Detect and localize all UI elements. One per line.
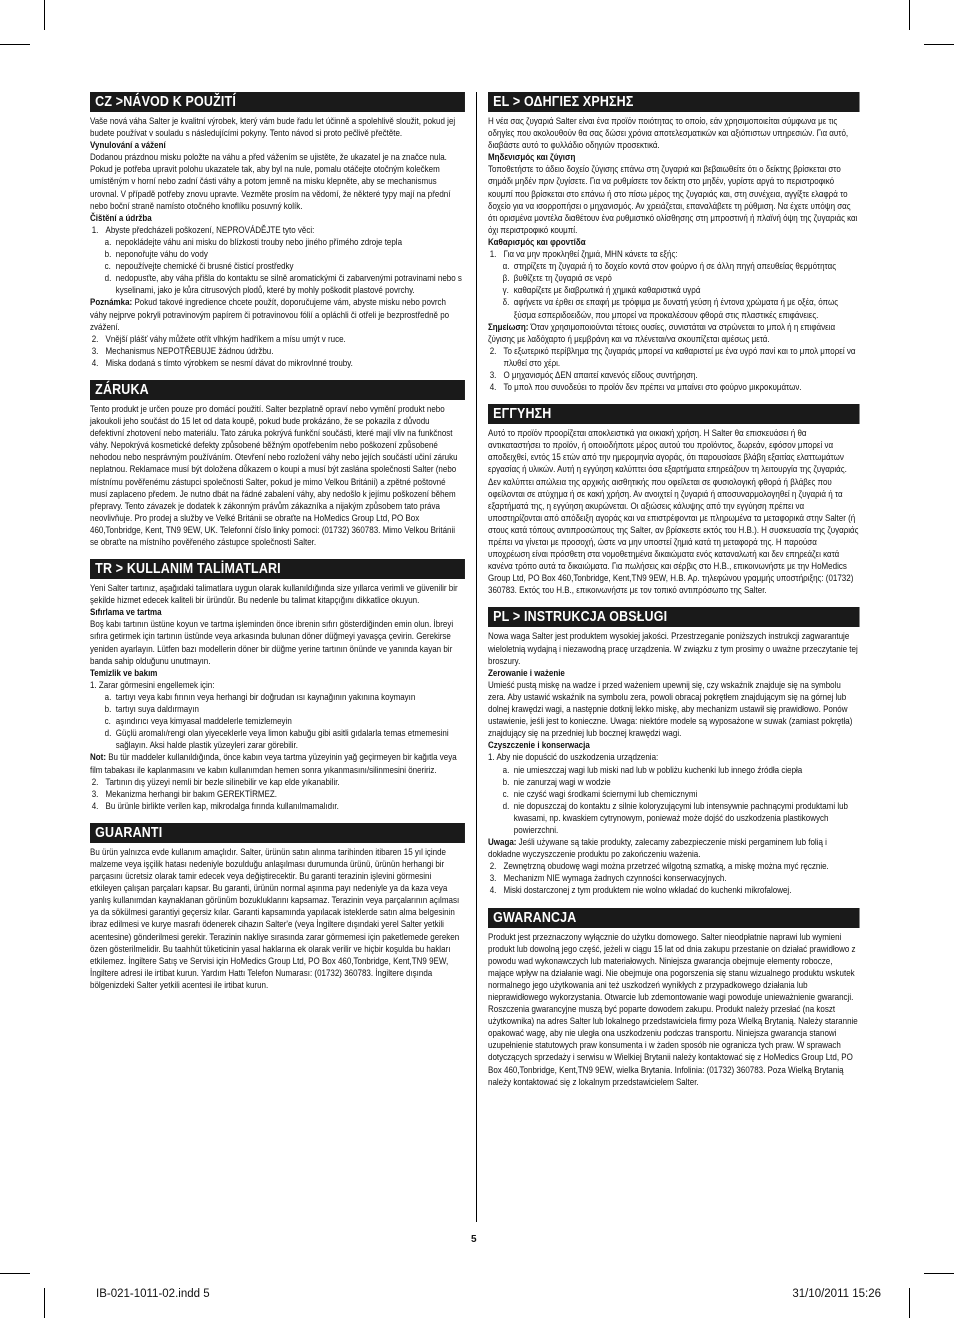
footer-filename: IB-021-1011-02.indd 5 [96,1288,210,1300]
section-heading: GUARANTI [90,823,465,843]
list-item: 4. Bu ürünle birlikte verilen kap, mikrodalga fırında kullanılmamalıdır. [91,800,339,811]
intro-text: Yeni Salter tartınız, aşağıdaki talimatlara uygun olarak kullanıldığında size yıllarca verimli ve güvenilir bir şekilde hizmet edecek kaliteli bir üründür. Bu nedenle bu talimat kitapçığını dikkatlice okuyun. [90,583,458,606]
list-item: 4. Miska dodaná s tímto výrobkem se nesmí dávat do mikrovlnné trouby. [91,357,353,368]
list-item: a. tartıyı veya kabı fırının veya herhangi bir doğrudan ısı kaynağının yakınına koymayın [104,691,416,702]
crop-mark [909,0,910,30]
subheading: Temizlik ve bakım [90,667,158,678]
left-column [90,92,465,1002]
note-text: Uwaga: Jeśli używane są takie produkty, zalecamy zabezpieczenie miski pergaminem lub folią i dokładne wyczyszczenie produktu po zakończeniu ważenia. [488,837,827,860]
zero-text: Τοποθετήστε το άδειο δοχείο ζύγισης επάνω στη ζυγαριά και βεβαιωθείτε ότι ο δείκτης βρίσκεται στο σημάδι μηδέν πριν ζυγίσετε. Για να ρυθμίσετε τον δείκτη στο μηδέν, γυρίστε αργά το περιστροφικό κουμπί που βρίσκεται στο επάνω ή στο πίσω μέρος της ζυγαριάς και, στη συνέχεια, αγγίξτε ελαφρά το δοχείο για να ισορροπήσει ο μηχανισμός. Αν χρειάζεται, επαναλάβετε τη ρύθμιση. Να έχετε υπόψη σας ότι ορισμένα μοντέλα διαθέτουν ένα ρυθμιστικό ολίσθησης στη μπροστινή ή πλαϊνή όψη της ζυγαριάς και όχι περιστροφικό κουμπί. [488,164,858,235]
list-item: c. nepoužívejte chemické či brusné čisticí prostředky [104,261,294,272]
warranty-text: Αυτό το προϊόν προορίζεται αποκλειστικά για οικιακή χρήση. Η Salter θα επισκευάσει ή θα αντικαταστήσει το προϊόν, ή οποιοδήποτε μέρος αυτού του προϊόντος, δωρεάν, εφόσον μπορεί να αποδειχθεί, εντός 15 ετών από την ημερομηνία αγοράς, ότι παρουσίασε βλάβη εξαιτίας ελαττωμάτων εργασίας ή υλικών. Αυτή η εγγύηση καλύπτει όσα εξαρτήματα επηρεάζουν τη λειτουργία της ζυγαριάς. Δεν καλύπτει απώλεια της αρχικής αισθητικής που οφείλεται σε φυσιολογική φθορά ή βλάβες που οφείλονται σε ατύχημα ή σε κακή χρήση. Αν ανοιχτεί η ζυγαριά ή αποσυναρμολογηθεί η ζυγαριά ή τα εξαρτήματά της, η εγγύηση ακυρώνεται. Οι αξιώσεις κάλυψης από την εγγύηση πρέπει να υποστηρίζονται από απόδειξη αγοράς και να επιστρέφονται με πληρωμένα τα μεταφορικά στην Salter (ή στους κατά τόπους αντιπροσώπους της Salter, αν βρίσκεστε εκτός του Η.Β.). Η συσκευασία της ζυγαριάς πρέπει να γίνεται με προσοχή, ώστε να μην υποστεί ζημιά κατά τη μεταφορά της. Η παρούσα υποχρέωση είναι πρόσθετη στα νομοθετημένα δικαιώματα ενός καταναλωτή και δεν επηρεάζει κατά κανένα τρόπο αυτά τα δικαιώματα. Για πωλήσεις και σέρβις στο Η.Β., επικοινωνήστε με την HoMedics Group Ltd, PO Box 460,Tonbridge, Kent,TN9 9EW, Η.Β. Αρ. τηλεφώνου γραμμής υποστήριξης: (01732) 360783. Εκτός του Η.Β., επικοινωνήστε με τον τοπικό αντιπρόσωπο της Salter. [488,428,859,596]
list-item: 1. Zarar görmesini engellemek için: [90,679,215,690]
zero-text: Boş kabı tartının üstüne koyun ve tartma işleminden önce ibrenin sıfırı gösterdiğinden emin olun. İbreyi sıfıra getirmek için tartının üstünde veya arkasında bulunan döner düğmeyi yavaşça çevirin. Gerekirse yeniden ayarlayın. Lütfen bazı modellerin döner bir düğme yerine tartının önünde ve yanında kayan bir banda sahip olduğunu unutmayın. [90,619,454,666]
page-number: 5 [471,1234,477,1245]
section-heading: ΕΓΓΥΗΣΗ [488,404,860,424]
intro-text: Vaše nová váha Salter je kvalitní výrobek, který vám bude řadu let účinně a spolehlivě sloužit, pokud jej budete používat v souladu s následujícími pokyny. Tento návod si proto pečlivě přečtěte. [90,116,456,139]
tr-instructions-section [90,559,465,812]
list-item: 2. Το εξωτερικό περίβλημα της ζυγαριάς μπορεί να καθαριστεί με ένα υγρό πανί και το μπολ μπορεί να πλυθεί στο χέρι. [489,345,856,368]
subheading: Καθαρισμός και φροντίδα [488,236,586,247]
list-item: 2. Zewnętrzną obudowę wagi można przetrzeć wilgotną szmatką, a miskę można myć ręcznie. [489,861,829,872]
list-item: 2. Tartının dış yüzeyi nemli bir bezle silinebilir ve kap elde yıkanabilir. [91,776,340,787]
subheading: Čištění a údržba [90,212,152,223]
warranty-text: Produkt jest przeznaczony wyłącznie do użytku domowego. Salter nieodpłatnie naprawi lub wymieni produkt lub dowolną jego część, jeżeli w ciągu 15 lat od dnia zakupu przestanie on działać prawidłowo z powodu wad wykonawczych lub materiałowych. Niniejsza gwarancja obejmuje elementy robocze, mające wpływ na działanie wagi. Nie obejmuje ona pogorszenia się stanu wizualnego produktu wskutek normalnego jego użytkowania ani też uszkodzeń wynikłych z przypadkowego działania lub nieprawidłowego wykorzystania. Otwarcie lub zdemontowanie wagi powoduje unieważnienie gwarancji. Roszczenia gwarancyjne muszą być poparte dowodem zakupu. Produkt należy przesłać (na koszt użytkownika) na adres Salter lub lokalnego przedstawiciela firmy poza Wielką Brytanią. Należy starannie opakować wagę, aby nie uległa ona uszkodzeniu podczas transportu. Niniejsza gwarancja stanowi uzupełnienie statutowych praw konsumenta i w żaden sposób nie ogranicza tych praw. W sprawach dotyczących sprzedaży i serwisu w Wielkiej Brytanii należy kontaktować się z HoMedics Group Ltd, PO Box 460,Tonbridge, Kent,TN9 9EW, wielka Brytania. Infolinia: (01732) 360783. Poza Wielką Brytanią należy kontaktować się z lokalnym przedstawicielem Salter. [488,931,858,1087]
list-item: 4. Το μπολ που συνοδεύει το προϊόν δεν πρέπει να μπαίνει στο φούρνο μικροκυμάτων. [489,382,802,393]
crop-mark [924,44,954,45]
el-warranty-section [488,404,860,596]
column-rule [476,92,477,1222]
list-item: 1. Για να μην προκληθεί ζημιά, ΜΗΝ κάνετε τα εξής: [489,249,678,260]
subheading: Vynulování a vážení [90,140,166,151]
list-item: b. tartıyı suya daldırmayın [104,704,199,715]
list-item: 3. Ο μηχανισμός ΔΕΝ απαιτεί κανενός είδους συντήρηση. [489,369,698,380]
cz-instructions-section [90,92,465,369]
crop-mark [0,1273,30,1274]
section-heading: CZ >NÁVOD K POUŽITÍ [90,92,465,112]
pl-warranty-section [488,908,860,1088]
section-heading: GWARANCJA [488,908,860,928]
crop-mark [44,1288,45,1318]
list-item: α. στηρίζετε τη ζυγαριά ή το δοχείο κοντά στον φούρνο ή σε άλλη πηγή απευθείας θερμότητας [502,261,837,272]
note-text: Poznámka: Pokud takové ingredience chcete použít, doporučujeme vám, abyste misku nebo povrch váhy nejprve pokryli potravinovým papírem či potravinovou fólií a opláchli či otřeli je bezprostředně po zvážení. [90,297,450,332]
list-item: c. nie czyść wagi środkami ściernymi lub chemicznymi [502,788,698,799]
el-instructions-section [488,92,860,393]
list-item: a. nepokládejte váhu ani misku do blízkosti trouby nebo jiného přímého zdroje tepla [104,236,403,247]
subheading: Sıfırlama ve tartma [90,607,162,618]
list-item: 1. Abyste předcházeli poškození, NEPROVÁDĚJTE tyto věci: [91,224,315,235]
subheading: Μηδενισμός και ζύγιση [488,152,576,163]
zero-text: Dodanou prázdnou misku položte na váhu a před vážením se ujistěte, že ukazatel je na značce nula. Pokud je potřeba upravit polohu ukazatele tak, aby byl na nule, pomalu otáčejte otočným kolečkem umístěným v horní nebo zadní části váhy a potom jemně na misku klepněte, aby se mechanismus urovnal. V případě potřeby znovu upravte. Vezměte prosím na vědomí, že některé typy mají na přední nebo boční straně namísto otočného knoflíku posuvný kolík. [90,152,451,211]
list-item: d. nie dopuszczaj do kontaktu z silnie koloryzującymi lub intensywnie pachnącymi produktami lub kwasami, np. kwaskiem cytrynowym, ponieważ może dojść do uszkodzenia plastikowych powierzchni. [502,800,849,835]
list-item: b. nie zanurzaj wagi w wodzie [502,776,611,787]
subheading: Czyszczenie i konserwacja [488,740,590,751]
right-column [488,92,860,1099]
tr-warranty-section [90,823,465,991]
list-item: 3. Mechanizm NIE wymaga żadnych czynności konserwacyjnych. [489,873,727,884]
cz-warranty-section [90,380,465,548]
warranty-text: Tento produkt je určen pouze pro domácí použití. Salter bezplatně opraví nebo vymění produkt nebo jakoukoli jeho součást do 15 let od data koupě, pokud bude prokázáno, že se pokazila z důvodu defektivní zhotovení nebo materiálu. Tato záruka pokrývá funkční součásti, které mají vliv na funkčnost váhy. Nepokrývá kosmetické defekty způsobené běžným opotřebením nebo poškození způsobené nehodou nebo nesprávným používáním. Otevření nebo rozložení váhy nebo jejích součástí učiní záruku neplatnou. Reklamace musí být doložena důkazem o koupi a musí být zaslána společnosti Salter (nebo místnímu pověřenému zástupci společnosti Salter, pokud je mimo Velkou Británii) a zpětné poštovné musí zaplaceno předem. Je nutno dbát na řádné zabalení váhy, aby nedošlo k jejímu poškození během přepravy. Tento závazek je dodatek k zákonným právům zákazníka a nijakým způsobem tato práva neovlivňuje. Pro prodej a služby ve Velké Británii se obraťte na HoMedics Group Ltd, PO Box 460,Tonbridge, Kent, TN9 9EW, UK. Telefonní číslo linky pomoci: (01732) 360783. Mimo Velkou Británii se obraťte na místního pověřeného zástupce společnosti Salter. [90,403,458,547]
note-text: Σημείωση: Όταν χρησιμοποιούνται τέτοιες ουσίες, συνιστάται να στρώνεται το μπολ ή η επιφάνεια ζύγισης με λαδόχαρτο ή μεμβράνη και να πλένεται/να σκουπίζεται αμέσως μετά. [488,321,836,344]
list-item: 1. Aby nie dopuścić do uszkodzenia urządzenia: [488,752,659,763]
crop-mark [44,0,45,30]
section-heading: EL > ΟΔΗΓΙΕΣ ΧΡΗΣΗΣ [488,92,860,112]
list-item: a. nie umieszczaj wagi lub miski nad lub w pobliżu kuchenki lub innego źródła ciepła [502,764,803,775]
section-heading: PL > INSTRUKCJA OBSŁUGI [488,607,860,627]
crop-mark [924,1273,954,1274]
zero-text: Umieść pustą miskę na wadze i przed ważeniem upewnij się, czy wskaźnik znajduje się na symbolu zera. Aby ustawić wskaźnik na symbolu zera, powoli obracaj pokrętłem znajdującym się na górnej lub dolnej krawędzi wagi, a następnie dotknij lekko miskę, aby mechanizm ustawił się prawidłowo. Ponów ustawienie, jeśli jest to konieczne. Uwaga: niektóre modele są wyposażone w suwak (zamiast pokrętła) znajdujący się na przedniej lub bocznej krawędzi wagi. [488,679,853,739]
section-heading: ZÁRUKA [90,380,465,400]
list-item: d. nedopusťte, aby váha přišla do kontaktu se silně aromatickými či zabarvenými potravinami nebo s kyselinami, jako je kůra citrusových plodů, které by mohly poškodit plastové povrchy. [104,273,462,296]
intro-text: Η νέα σας ζυγαριά Salter είναι ένα προϊόν ποιότητας το οποίο, εάν χρησιμοποιείται σύμφωνα με τις οδηγίες που ακολουθούν θα σας δώσει χρόνια αποτελεσματικών και αξιόπιστων υπηρεσιών. Για αυτό, διαβάστε αυτό το φυλλάδιο οδηγιών προσεκτικά. [488,116,849,151]
list-item: 3. Mekanizma herhangi bir bakım GEREKTİRMEZ. [91,788,277,799]
list-item: δ. αφήνετε να έρθει σε επαφή με τρόφιμα με δυνατή γεύση ή έντονα χρώματα ή με οξέα, όπως ξύσμα εσπεριδοειδών, που μπορεί να προκαλέσουν φθορά στις πλαστικές επιφάνειες. [502,297,839,320]
note-text: Not: Bu tür maddeler kullanıldığında, önce kabın veya tartma yüzeyinin yağ geçirmeyen bir kağıtla veya film tabakası ile kaplanmasını ve kabın kullanımdan hemen sonra yıkanmasını/silinmesini öneririz. [90,752,457,775]
footer-date: 31/10/2011 15:26 [792,1288,881,1300]
intro-text: Nowa waga Salter jest produktem wysokiej jakości. Przestrzeganie poniższych instrukcji zagwarantuje wieloletnią wydajną i niezawodną pracę urządzenia. W związku z tym prosimy o uważne przeczytanie tej broszury. [488,631,858,666]
section-heading: TR > KULLANIM TALİMATLARI [90,559,465,579]
list-item: c. aşındırıcı veya kimyasal maddelerle temizlemeyin [104,716,292,727]
list-item: d. Güçlü aromalı/rengi olan yiyeceklerle veya limon kabuğu gibi asitli gıdalarla temas etmemesini sağlayın. Aksi halde plastik yüzeyleri zarar görebilir. [104,728,449,751]
list-item: 2. Vnější plášť váhy můžete otřít vlhkým hadříkem a mísu umýt v ruce. [91,333,346,344]
list-item: 3. Mechanismus NEPOTŘEBUJE žádnou údržbu. [91,345,274,356]
list-item: γ. καθαρίζετε με διαβρωτικά ή χημικά καθαριστικά υγρά [502,285,701,296]
list-item: 4. Miski dostarczonej z tym produktem nie wolno wkładać do kuchenki mikrofalowej. [489,885,792,896]
list-item: b. neponořujte váhu do vody [104,249,208,260]
subheading: Zerowanie i ważenie [488,667,565,678]
crop-mark [0,44,30,45]
pl-instructions-section [488,607,860,896]
warranty-text: Bu ürün yalnızca evde kullanım amaçlıdır. Salter, ürünün satın alınma tarihinden itibaren 15 yıl içinde malzeme veya işçilik hatası nedeniyle bozulduğu anlaşılması durumunda ürünü, ürünün herhangi bir parçasını ücretsiz olarak tamir edecek veya değiştirecektir. Bu garanti terazinin işlevini görmesini etkileyen çalışan parçaları kapsar. Bu garanti, ürünün normal aşınma payı nedeniyle ya da kaza veya yanlış kullanımdan kaynaklanan görünüm bozukluklarını kapsamaz. Terazinin veya parçalarının açılması ya da sökülmesi garantiyi geçersiz kılar. Garanti kapsamında yapılacak isteklerde satın alma belgesinin ibraz edilmesi ve kurye masrafı ödenerek cihazın Salter'e (veya İngiltere dışındaki yerel Salter yetkili acentesine) gönderilmesi gerekir. Terazinin nakliye sırasında zarar görmemesi için paketlemede gereken özen gösterilmelidir. Bu taahhüt tüketicinin yasal haklarına ek olarak verilir ve hiçbir koşulda bu hakları etkilemez. İngiltere Satış ve Servisi için HoMedics Group Ltd, PO Box 460,Tonbridge, Kent,TN9 9EW, İngiltere adresi ile irtibat kurun. Yardım Hattı Telefon Numarası: (01732) 360783. İngiltere dışında bölgenizdeki Salter yetkili acentesi ile irtibat kurun. [90,846,460,990]
crop-mark [909,1288,910,1318]
list-item: β. βυθίζετε τη ζυγαριά σε νερό [502,273,612,284]
